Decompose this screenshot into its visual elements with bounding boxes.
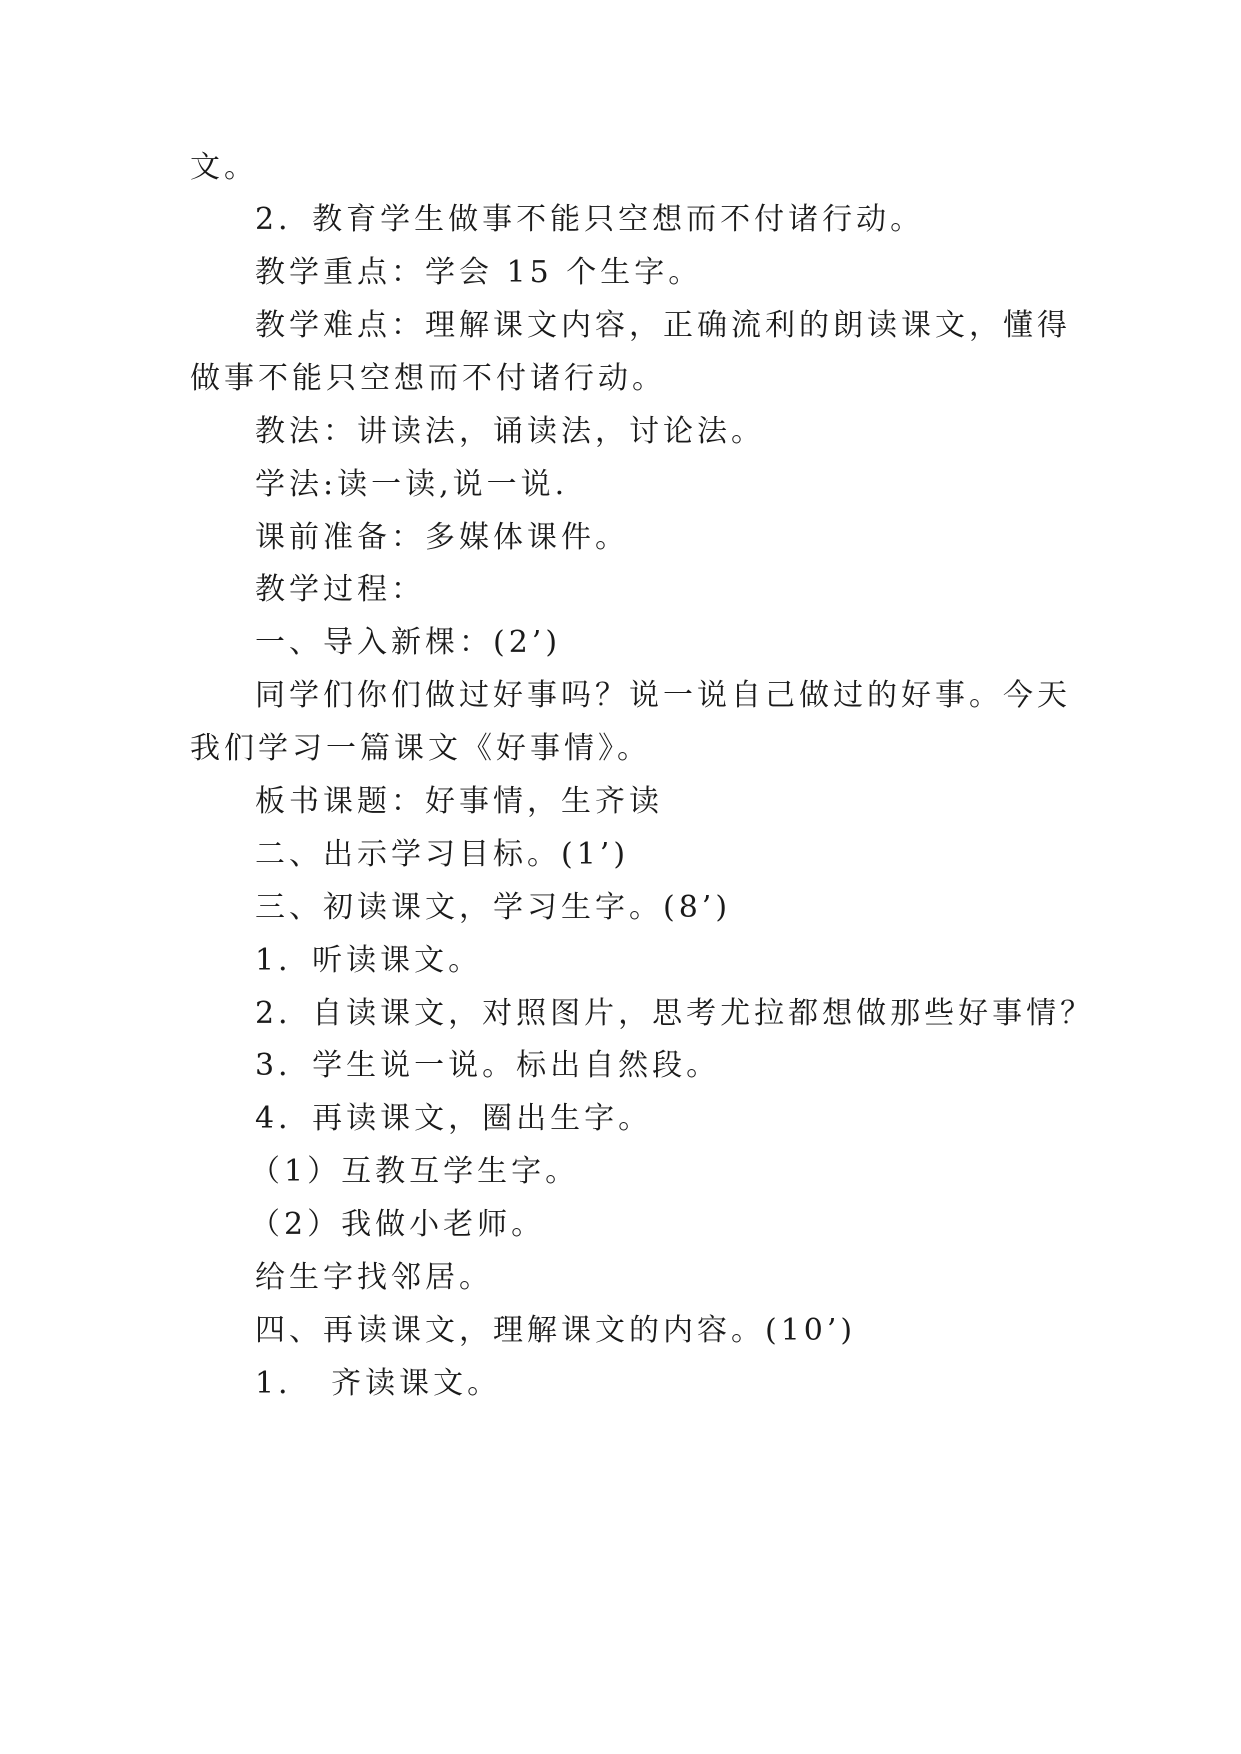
sub-list-item: （2）我做小老师。 (250, 1207, 546, 1242)
objective-item: 2．教育学生做事不能只空想而不付诸行动。 (255, 202, 925, 237)
section-heading: 四、再读课文，理解课文的内容。(10’) (255, 1313, 857, 1348)
list-item: 4．再读课文，圈出生字。 (255, 1101, 653, 1136)
paragraph-line: 给生字找邻居。 (255, 1260, 493, 1295)
paragraph-line: 板书课题：好事情，生齐读 (255, 784, 663, 819)
list-item: 3．学生说一说。标出自然段。 (255, 1048, 721, 1083)
teaching-method: 教法：讲读法，诵读法，讨论法。 (255, 414, 765, 449)
sub-list-item: （1）互教互学生字。 (250, 1154, 580, 1189)
section-heading: 二、出示学习目标。(1’) (255, 837, 630, 872)
section-heading: 三、初读课文，学习生字。(8’) (255, 890, 732, 925)
list-item: 1． 齐读课文。 (255, 1366, 502, 1401)
difficult-point: 教学难点：理解课文内容，正确流利的朗读课文，懂得 (255, 308, 1071, 343)
section-heading: 一、导入新棵：(2’) (255, 625, 562, 660)
preparation: 课前准备：多媒体课件。 (255, 520, 629, 555)
section-heading: 教学过程： (255, 572, 425, 607)
text-line: 做事不能只空想而不付诸行动。 (190, 361, 666, 396)
list-item: 1．听读课文。 (255, 943, 483, 978)
key-point: 教学重点：学会 15 个生字。 (255, 255, 703, 290)
learning-method: 学法:读一读,说一说. (255, 467, 569, 502)
paragraph-line: 同学们你们做过好事吗？说一说自己做过的好事。今天 (255, 678, 1071, 713)
paragraph-line: 我们学习一篇课文《好事情》。 (190, 731, 651, 766)
text-line: 文。 (190, 150, 258, 185)
list-item: 2．自读课文，对照图片，思考尤拉都想做那些好事情？ (255, 996, 1095, 1031)
